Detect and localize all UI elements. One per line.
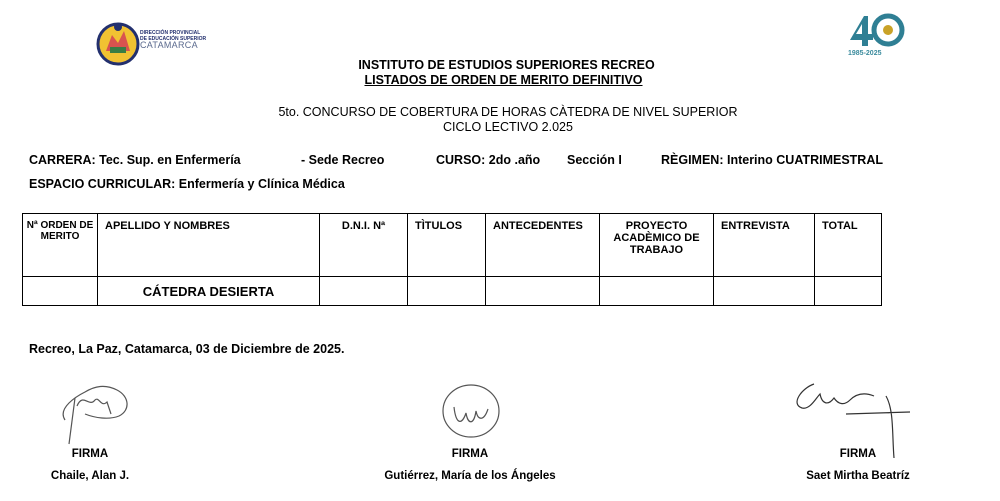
- signature-block-saet: [788, 448, 928, 482]
- signature-block-gutierrez: [370, 448, 570, 482]
- anniversary-logo: [846, 12, 906, 62]
- cell-proyecto: [600, 277, 714, 306]
- signer-name: Gutiérrez, María de los Ángeles: [384, 470, 556, 482]
- cell-dni: [320, 277, 408, 306]
- header-proyecto: PROYECTO ACADÈMICO DE TRABAJO: [600, 214, 714, 277]
- table-header-row: [23, 214, 882, 277]
- regimen-label: RÈGIMEN: Interino CUATRIMESTRAL: [661, 153, 883, 167]
- header-dni: D.N.I. Nª: [320, 214, 408, 277]
- contest-subtitle: 5to. CONCURSO DE COBERTURA DE HORAS CÀTEDRA DE NIVEL SUPERIOR: [278, 105, 738, 119]
- signature-block-chaile: [30, 448, 150, 482]
- header-titulos: TÌTULOS: [408, 214, 486, 277]
- curso-label: CURSO: 2do .año: [436, 153, 541, 167]
- logo-line-1: DIRECCIÓN PROVINCIAL: [140, 30, 201, 36]
- signature-chaile-icon: [55, 378, 145, 448]
- header-entrevista: ENTREVISTA: [714, 214, 815, 277]
- espacio-curricular-label: ESPACIO CURRICULAR: Enfermería y Clínica Médica: [29, 177, 345, 191]
- logo-line-3: CATAMARCA: [140, 40, 198, 50]
- cycle-subtitle: CICLO LECTIVO 2.025: [443, 120, 573, 134]
- anniversary-40-icon: [846, 12, 906, 52]
- merit-order-table: [22, 213, 882, 306]
- cell-orden: [23, 277, 98, 306]
- cell-catedra-desierta: CÁTEDRA DESIERTA: [98, 277, 320, 306]
- signature-gutierrez-icon: [438, 381, 504, 443]
- cell-antecedentes: [486, 277, 600, 306]
- seccion-label: Sección I: [567, 153, 622, 167]
- signer-name: Chaile, Alan J.: [50, 470, 130, 482]
- header-apellido: APELLIDO Y NOMBRES: [98, 214, 320, 277]
- cell-total: [815, 277, 882, 306]
- cell-entrevista: [714, 277, 815, 306]
- firma-label: FIRMA: [71, 448, 109, 460]
- sede-label: - Sede Recreo: [301, 153, 385, 167]
- carrera-label: CARRERA: Tec. Sup. en Enfermería: [29, 153, 241, 167]
- header-antecedentes: ANTECEDENTES: [486, 214, 600, 277]
- header-total: TOTAL: [815, 214, 882, 277]
- firma-label: FIRMA: [839, 448, 877, 460]
- list-title: LISTADOS DE ORDEN DE MERITO DEFINITIVO: [364, 73, 643, 87]
- firma-label: FIRMA: [451, 448, 489, 460]
- logo-line-2: DE EDUCACIÓN SUPERIOR: [140, 36, 207, 42]
- header-orden: Nª ORDEN DE MERITO: [23, 214, 98, 277]
- cell-titulos: [408, 277, 486, 306]
- anniversary-years: 1985-2025: [848, 50, 882, 57]
- table-row: [23, 277, 882, 306]
- date-location: Recreo, La Paz, Catamarca, 03 de Diciembre de 2025.: [29, 342, 345, 356]
- signer-name: Saet Mirtha Beatríz: [806, 470, 910, 482]
- institution-title: INSTITUTO DE ESTUDIOS SUPERIORES RECREO: [358, 58, 655, 72]
